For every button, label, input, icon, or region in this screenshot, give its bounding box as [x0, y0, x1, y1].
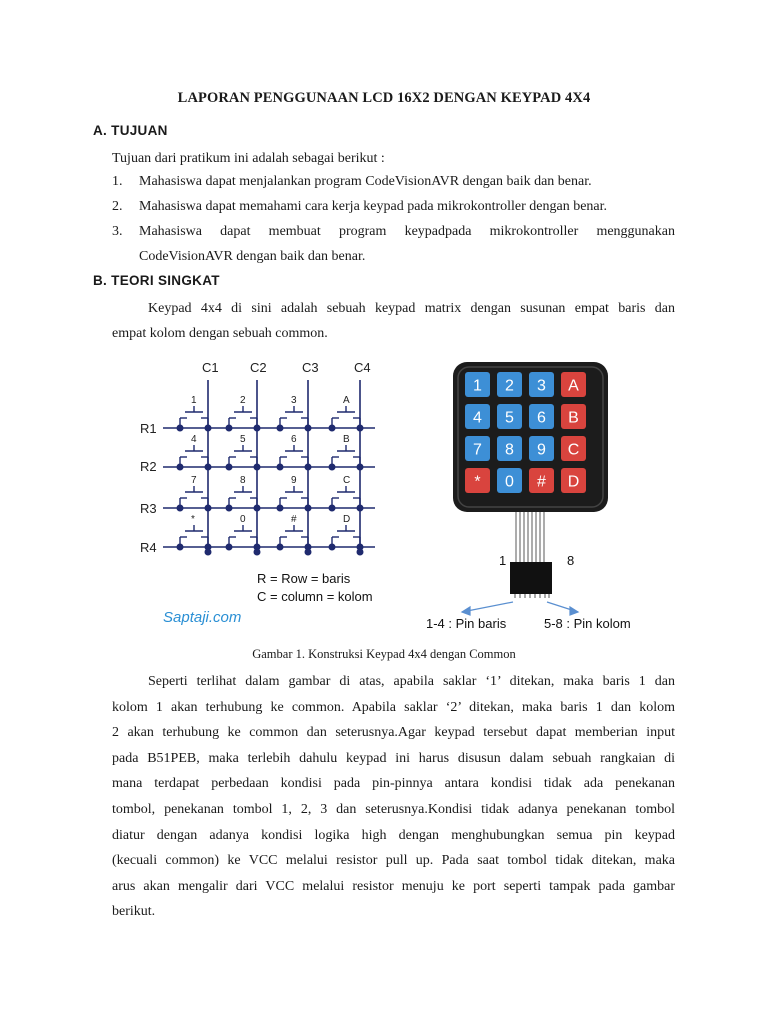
junction-dot: [177, 505, 183, 511]
junction-dot: [177, 464, 183, 470]
junction-dot: [205, 425, 211, 431]
key-label: 7: [191, 475, 197, 486]
key-label: 1: [191, 395, 197, 406]
junction-dot: [329, 425, 335, 431]
section-b-heading: B. TEORI SINGKAT: [93, 273, 220, 288]
pin-end-label: 8: [567, 553, 575, 568]
keypad-key-label: 7: [473, 441, 482, 459]
keypad-key-label: 0: [505, 473, 514, 491]
key-label: 9: [291, 475, 297, 486]
row-label: R2: [140, 459, 157, 474]
junction-dot: [177, 544, 183, 550]
key-label: 3: [291, 395, 297, 406]
watermark: Saptaji.com: [163, 609, 242, 626]
junction-dot: [254, 505, 260, 511]
junction-dot: [305, 425, 311, 431]
key-label: A: [343, 395, 350, 406]
key-label: 5: [240, 434, 246, 445]
document-title: LAPORAN PENGGUNAAN LCD 16X2 DENGAN KEYPAD 4X4: [177, 90, 591, 106]
pin-baris-label: 1-4 : Pin baris: [426, 616, 507, 631]
section-a-heading: A. TUJUAN: [93, 123, 168, 138]
junction-dot: [277, 425, 283, 431]
junction-dot: [305, 549, 311, 555]
figure-caption: Gambar 1. Konstruksi Keypad 4x4 dengan Common: [252, 647, 516, 661]
list-item-1-text: Mahasiswa dapat menjalankan program CodeVisionAVR dengan baik dan benar.: [139, 174, 592, 189]
junction-dot: [357, 505, 363, 511]
column-label: C4: [354, 360, 371, 375]
paragraph-line: tombol, penekanan tombol 1, 2, 3 dan seterusnya.Kondisi tidak adanya penekanan tombol: [112, 801, 675, 817]
key-label: *: [191, 514, 195, 525]
key-label: 0: [240, 514, 246, 525]
list-item-3-text: Mahasiswa dapat membuat program keypadpada mikrokontroller menggunakan: [139, 224, 675, 239]
row-label: R3: [140, 501, 157, 516]
keypad-matrix-schematic: [135, 356, 395, 631]
junction-dot: [329, 505, 335, 511]
junction-dot: [226, 464, 232, 470]
junction-dot: [226, 505, 232, 511]
list-item-2-number: 2.: [112, 199, 123, 214]
key-label: 8: [240, 475, 246, 486]
junction-dot: [357, 425, 363, 431]
pin-start-label: 1: [499, 553, 507, 568]
column-label: C1: [202, 360, 219, 375]
junction-dot: [277, 464, 283, 470]
junction-dot: [277, 544, 283, 550]
paragraph-line: 2 akan terhubung ke common dan seterusnya.Agar keypad tersebut dapat memberian input: [112, 725, 675, 741]
keypad-key-label: D: [567, 473, 580, 491]
junction-dot: [305, 505, 311, 511]
keypad-key-label: 2: [505, 377, 514, 395]
keypad-key-label: 8: [505, 441, 514, 459]
keypad-key-label: 1: [473, 377, 482, 395]
junction-dot: [277, 505, 283, 511]
key-label: 2: [240, 395, 246, 406]
list-item-3-text-continued: CodeVisionAVR dengan baik dan benar.: [139, 249, 366, 264]
section-b-para1-line2: empat kolom dengan sebuah common.: [112, 326, 328, 341]
paragraph-line: pada B51PEB, maka terlebih dahulu keypad ini harus disusun dalam sebuah rangkaian di: [112, 750, 675, 766]
paragraph-line: Seperti terlihat dalam gambar di atas, apabila saklar ‘1’ ditekan, maka baris 1 dan: [148, 674, 675, 689]
legend-row: R = Row = baris: [257, 571, 351, 586]
junction-dot: [177, 425, 183, 431]
junction-dot: [305, 464, 311, 470]
list-item-2-text: Mahasiswa dapat memahami cara kerja keypad pada mikrokontroller dengan benar.: [139, 199, 608, 214]
paragraph-line: mana terdapat perbedaan kondisi pada pin-pinnya antara kondisi tidak ada penekanan: [112, 776, 675, 792]
junction-dot: [226, 425, 232, 431]
junction-dot: [226, 544, 232, 550]
column-label: C2: [250, 360, 267, 375]
junction-dot: [329, 464, 335, 470]
junction-dot: [254, 464, 260, 470]
keypad-photo-illustration: [420, 356, 650, 636]
paragraph-line: berikut.: [112, 904, 156, 920]
keypad-key-label: 5: [505, 409, 514, 427]
keypad-key-label: 4: [473, 409, 482, 427]
key-label: 4: [191, 434, 197, 445]
row-label: R1: [140, 421, 157, 436]
list-item-1-number: 1.: [112, 174, 123, 189]
junction-dot: [254, 425, 260, 431]
junction-dot: [205, 505, 211, 511]
keypad-key-label: A: [568, 377, 579, 395]
key-label: C: [343, 475, 351, 486]
junction-dot: [329, 544, 335, 550]
keypad-key-label: B: [568, 409, 579, 427]
keypad-key-label: *: [474, 473, 481, 491]
pin-kolom-label: 5-8 : Pin kolom: [544, 616, 631, 631]
keypad-key-label: 9: [537, 441, 546, 459]
paragraph-line: kolom 1 akan terhubung ke common. Apabila saklar ‘2’ ditekan, maka baris 1 dan kolom: [112, 699, 675, 715]
key-label: #: [291, 514, 297, 525]
paragraph-line: (kecuali common) ke VCC melalui resistor pull up. Pada saat tombol tidak ditekan, maka: [112, 853, 675, 869]
legend-column: C = column = kolom: [257, 589, 373, 604]
junction-dot: [205, 464, 211, 470]
keypad-key-label: 6: [537, 409, 546, 427]
section-b-paragraph-2: [112, 669, 675, 925]
section-b-para1-line1: Keypad 4x4 di sini adalah sebuah keypad matrix dengan susunan empat baris dan: [148, 301, 675, 316]
junction-dot: [205, 549, 211, 555]
key-label: B: [343, 434, 350, 445]
paragraph-line: diatur dengan adanya kondisi logika high dengan menghubungkan semua pin keypad: [112, 827, 675, 843]
paragraph-line: arus akan mengalir dari VCC melalui resistor menuju ke port seperti tampak pada gambar: [112, 878, 675, 894]
junction-dot: [357, 549, 363, 555]
keypad-key-label: 3: [537, 377, 546, 395]
key-label: 6: [291, 434, 297, 445]
junction-dot: [254, 549, 260, 555]
section-a-intro: Tujuan dari pratikum ini adalah sebagai berikut :: [112, 151, 385, 166]
keypad-key-label: #: [537, 473, 546, 491]
junction-dot: [357, 464, 363, 470]
row-label: R4: [140, 540, 157, 555]
keypad-key-label: C: [567, 441, 580, 459]
key-label: D: [343, 514, 351, 525]
list-item-3-number: 3.: [112, 224, 123, 239]
column-label: C3: [302, 360, 319, 375]
connector: [510, 562, 552, 594]
